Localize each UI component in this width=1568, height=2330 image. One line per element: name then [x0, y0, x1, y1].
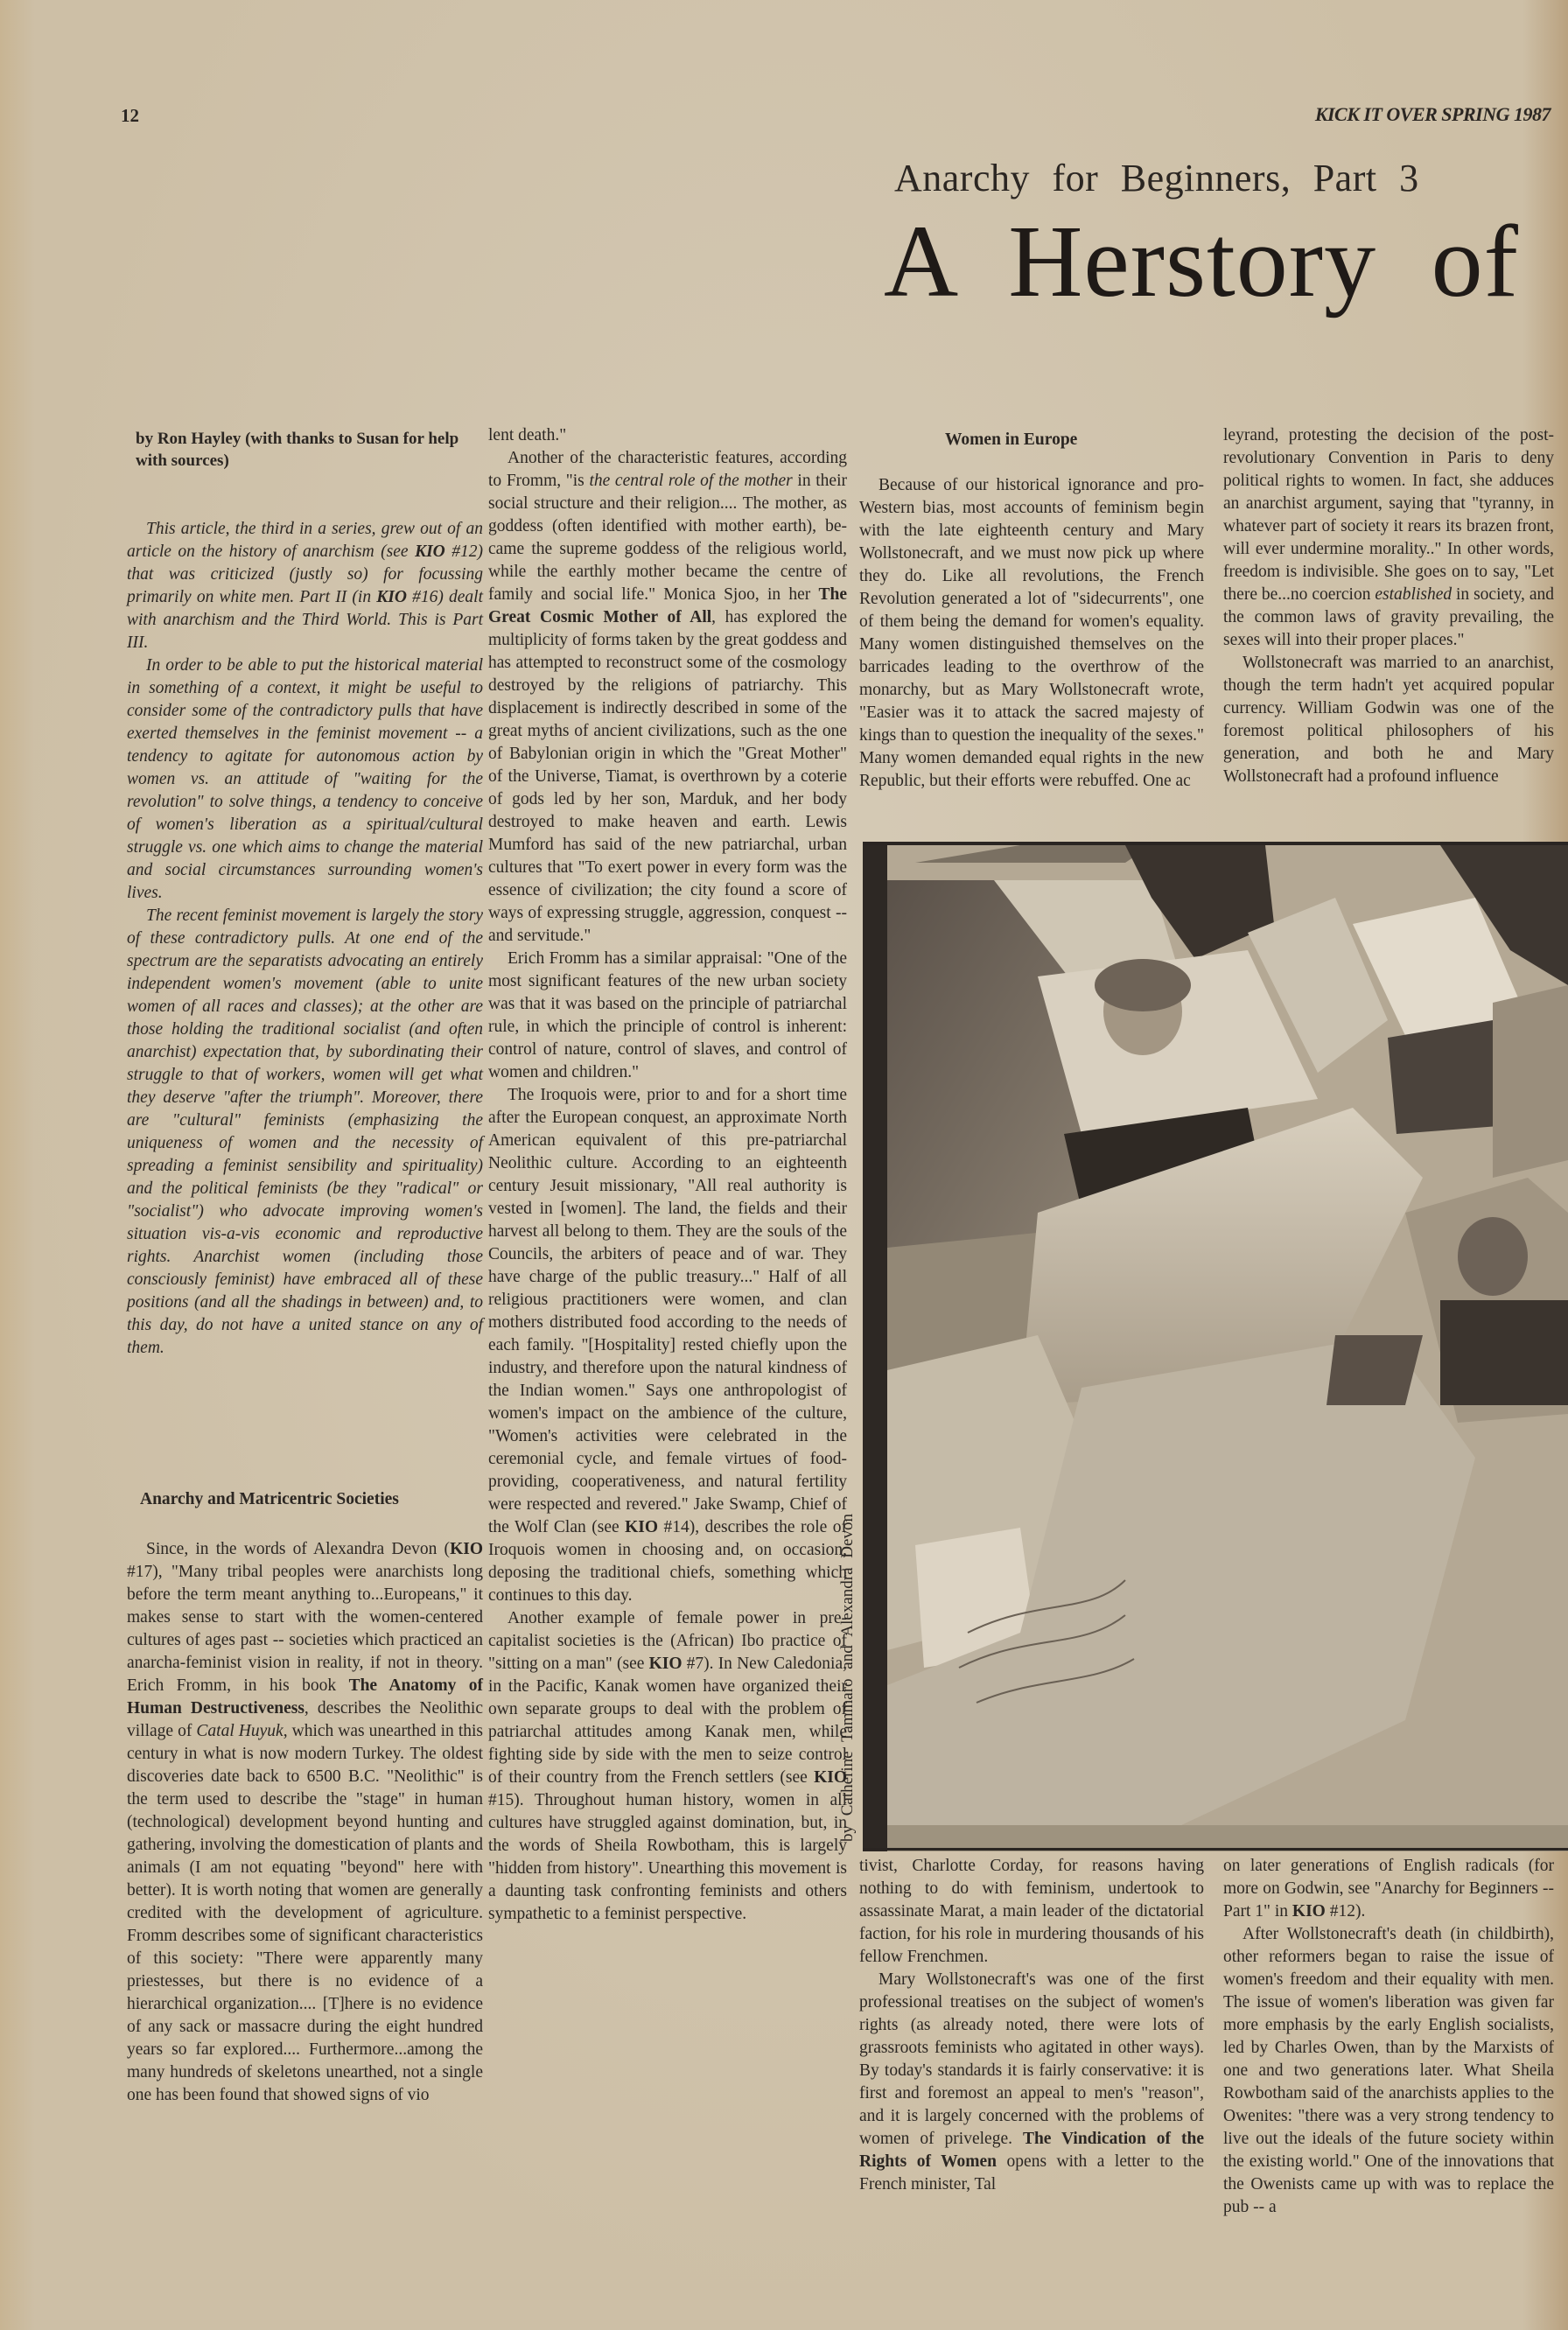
column-4-bottom-body — [1223, 1855, 1554, 2219]
column-1-body — [127, 1538, 483, 2107]
paragraph: Erich Fromm has a similar appraisal: "One of the most significant features of the new urban society was that it was based on the principle of patriarchal rule, in which the principle of control is inherent: control of nature, control of slaves, and control of women and children." — [488, 949, 847, 1081]
paragraph: The Iroquois were, prior to and for a short time after the European conquest, an approximate North American equivalent of this pre-patriarchal Neolithic culture. According to an eighteenth century Jesuit missionary, "All real authority is vested in [women]. The land, the fields and their harvest all belong to them. They are the souls of the Councils, the arbiters of peace and of war. They have charge of the public treasury..." Half of all religious practitioners were women, and clan mothers distributed food according to the needs of each family. "[Hospitality] rested chiefly upon the industry, and therefore upon the natural kindness of the Indian women." Says one anthropologist of women's impact on the ambience of the culture, "Women's activities were celebrated in the ceremonial cycle, and female virtues of food-providing, cooperativeness, and natural fertility were respected and revered." Jake Swamp, Chief of the Wolf Clan (see KIO #14), describes the role of Iroquois women in choosing and, on occasion, deposing the traditional chiefs, something which continues to this day. — [488, 1086, 847, 1605]
column-4-top-body — [1223, 424, 1554, 788]
column-3-top-body — [859, 474, 1204, 793]
bold-title: KIO — [450, 1540, 483, 1558]
illustration-credit: by Catherine Tammaro and Alexandra Devon — [838, 1514, 857, 1842]
paragraph: The recent feminist movement is largely the story of these contradictory pulls. At one end of the spectrum are the separatists advocating an entirely independent women's movement (able to unite women of all races and classes); at the other are those holding the traditional socialist (and often anarchist) expectation that, by subordinating their struggle to that of workers, women will get what they deserve "after the triumph". Moreover, there are "cultural" feminists (emphasizing the uniqueness of women and the necessity of spreading a feminist sensibility and spirituality) and the political feminists (be they "radical" or "socialist") who advocate improving women's situation vis-a-vis economic and reproductive rights. Anarchist women (including those consciously feminist) have embraced all of these positions (and all the shadings in between) and, to this day, do not have a united stance on any of them. — [127, 906, 483, 1357]
italic-emphasis: established — [1375, 585, 1452, 604]
bold-title: KIO — [1292, 1902, 1326, 1921]
bold-title: KIO — [376, 588, 407, 606]
article-intro — [127, 518, 483, 1360]
paragraph: Since, in the words of Alexandra Devon (KIO #17), "Many tribal peoples were anarchists long before the term meant anything to...Europeans," it makes sense to start with the women-centered cultures of ages past -- societies which practiced an anarcha-feminist vision in reality, if not in theory. Erich Fromm, in his book The Anatomy of Human Destructiveness, describes the Neolithic village of Catal Huyuk, which was unearthed in this century in what is now modern Turkey. The oldest discoveries date back to 6500 B.C. "Neolithic" is the term used to describe the "stage" in human (technological) development beyond hunting and gathering, involving the domestication of plants and animals (I am not equating "beyond" here with better). It is worth noting that women are generally credited with the development of agriculture. Fromm describes some of significant characteristics of this society: "There were apparently many priestesses, but there is no evidence of a hierarchical organization.... [T]here is no evidence of any sack or massacre during the eight hundred years so far explored.... Furthermore...among the many hundreds of skeletons unearthed, not a single one has been found that showed signs of vio — [127, 1540, 483, 2104]
collage-illustration — [863, 842, 1568, 1851]
bold-title: KIO — [648, 1655, 682, 1673]
bold-title: The Anatomy of Human Destructiveness — [127, 1676, 483, 1718]
byline: by Ron Hayley (with thanks to Susan for help with sources) — [136, 430, 459, 470]
paragraph: Mary Wollstonecraft's was one of the first professional treatises on the subject of women's rights (as already noted, there were lots of grassroots feminists who agitated in other ways). By today's standards it is fairly conservative: it is first and foremost an appeal to men's "reason", and it is largely concerned with the problems of women of privelege. The Vindication of the Rights of Women opens with a letter to the French minister, Tal — [859, 1970, 1204, 2194]
paragraph: Because of our historical ignorance and pro-Western bias, most accounts of feminism begin with the late eighteenth century and Mary Wollstonecraft, and we must now pick up where they do. Like all revolutions, the French Revolution generated a lot of "sidecurrents", one of them being the demand for women's equality. Many women distinguished themselves on the barricades leading to the overthrow of the monarchy, but as Mary Wollstonecraft wrote, "Easier was it to attack the sacred majesty of kings than to question the inequality of the sexes." Many women demanded equal rights in the new Republic, but their efforts were rebuffed. One ac — [859, 476, 1204, 790]
paragraph: lent death." — [488, 426, 567, 444]
italic-emphasis: the central role of the mother — [589, 472, 793, 490]
section-heading-europe: Women in Europe — [945, 430, 1078, 449]
paragraph: This article, the third in a series, grew out of an article on the history of anarchism (see KIO #12) that was criticized (justly so) for focussing primarily on white men. Part II (in KIO #16) dealt with anarchism and the Third World. This is Part III. — [127, 520, 484, 652]
paragraph: tivist, Charlotte Corday, for reasons having nothing to do with feminism, undertook to assassinate Marat, a main leader of the dictatorial faction, for his role in murdering thousands of his fellow Frenchmen. — [859, 1857, 1204, 1966]
article-headline: A Herstory of — [884, 204, 1519, 318]
paragraph: Another of the characteristic features, according to Fromm, "is the central role of the mother in their social structure and their religion.... The mother, as goddess (often identified with mother earth), became the supreme goddess of the religious world, while the earthly mother became the centre of family and social life." Monica Sjoo, in her The Great Cosmic Mother of All, has explored the multiplicity of forms taken by the great goddess and has attempted to reconstruct some of the cosmology destroyed by the religions of patriarchy. This displacement is indirectly described in some of the great myths of ancient civilizations, such as the one of Babylonian origin in which the "Great Mother" of the Universe, Tiamat, is overthrown by a coterie of gods led by her son, Marduk, and her body destroyed to make heaven and earth. Lewis Mumford has said of the new patriarchal, urban cultures that "To exert power in every form was the essence of civilization; the city found a score of ways of expressing struggle, aggression, conquest -- and servitude." — [488, 449, 848, 945]
column-2-body — [488, 424, 847, 1926]
section-heading-matricentric: Anarchy and Matricentric Societies — [140, 1490, 399, 1508]
paragraph: on later generations of English radicals (for more on Godwin, see "Anarchy for Beginners -- Part 1" in KIO #12). — [1223, 1857, 1554, 1921]
running-head: KICK IT OVER SPRING 1987 — [1314, 103, 1550, 125]
italic-emphasis: Catal Huyuk — [196, 1722, 284, 1740]
paragraph: Wollstonecraft was married to an anarchist, though the term hadn't yet acquired popular currency. William Godwin was one of the foremost political philosophers of his generation, and both he and Mary Wollstonecraft had a profound influence — [1223, 654, 1554, 786]
article-kicker: Anarchy for Beginners, Part 3 — [894, 157, 1419, 199]
column-3-bottom-body — [859, 1855, 1204, 2196]
photo-bottom-rule — [863, 1848, 1568, 1851]
page-number: 12 — [121, 105, 139, 126]
paragraph: In order to be able to put the historical material in something of a context, it might be useful to consider some of the contradictory pulls that have exerted themselves in the feminist movement -- a tendency to agitate for autonomous action by women vs. an attitude of "waiting for the revolution" to solve things, a tendency to conceive of women's liberation as a spiritual/cultural struggle vs. one which aims to change the material and social circumstances surrounding women's lives. — [127, 656, 483, 902]
collage-man-photo — [1388, 1020, 1510, 1134]
paragraph: leyrand, protesting the decision of the post-revolutionary Convention in Paris to deny political rights to women. In fact, she adduces an anarchist argument, saying that "tyranny, in whatever part of society it rears its brazen front, will ever undermine morality.." In other words, freedom is indivisible. She goes on to say, "Let there be...no coercion established in society, and the common laws of gravity prevailing, the sexes will into their proper places." — [1223, 426, 1554, 649]
paragraph: Another example of female power in pre-capitalist societies is the (African) Ibo practice of "sitting on a man" (see KIO #7). In New Caledonia, in the Pacific, Kanak women have organized their own separate groups to deal with the problem of patriarchal attitudes among Kanak men, while fighting side by side with the men to seize control of their country from the French settlers (see KIO #15). Throughout human history, women in all cultures have struggled against domination, but, in the words of Sheila Rowbotham, this is largely "hidden from history". Unearthing this movement is a daunting task confronting feminists and others sympathetic to a feminist perspective. — [488, 1609, 847, 1923]
bold-title: The Great Cosmic Mother of All — [488, 585, 847, 626]
bold-title: The Vindication of the Rights of Women — [859, 2130, 1204, 2171]
paragraph: After Wollstonecraft's death (in childbirth), other reformers began to raise the issue of women's freedom and their equality with men. The issue of women's liberation was given far more emphasis by the early English socialists, led by Charles Owen, than by the Marxists of one and two generations later. What Sheila Rowbotham said of the anarchists applies to the Owenites: "there was a very strong tendency to live out the ideals of the future society within the existing world." One of the innovations that the Owenists came up with was to replace the pub -- a — [1223, 1925, 1554, 2216]
collage-icon — [863, 845, 1568, 1851]
bold-title: KIO — [415, 542, 445, 561]
bold-title: KIO — [814, 1768, 847, 1787]
bold-title: KIO — [625, 1518, 659, 1536]
